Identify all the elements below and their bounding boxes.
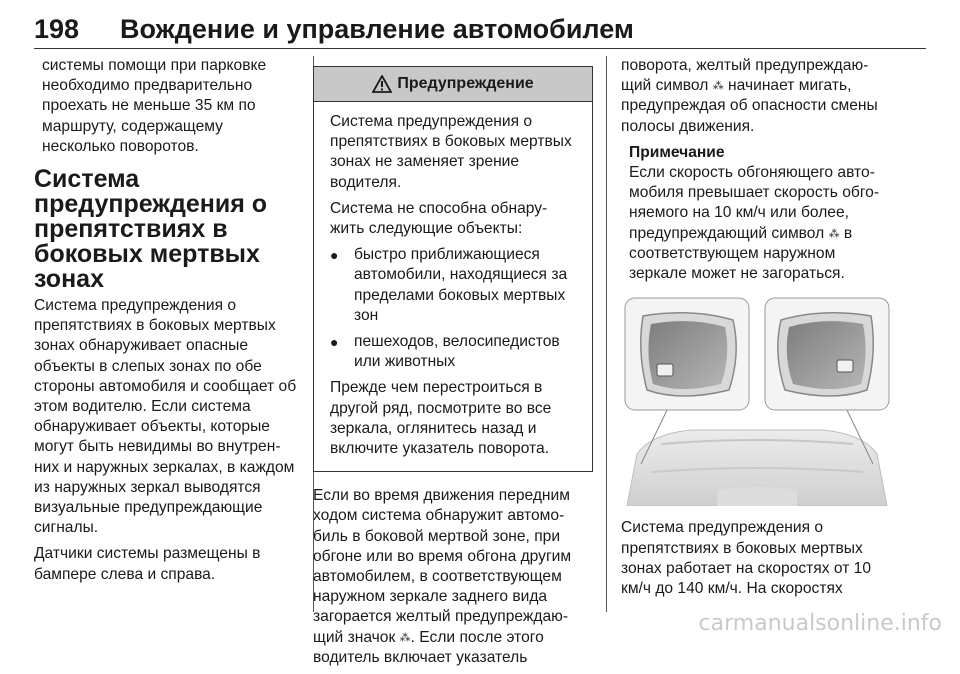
- note-text-part: в соответствующем наружном зеркале может не загораться.: [629, 224, 853, 283]
- body-text: начинает мигать, предупреждая об опасности смены полосы движения.: [621, 77, 878, 135]
- warning-title: Предупреждение: [397, 74, 534, 92]
- blind-spot-symbol-icon: ⁂: [399, 631, 411, 644]
- warning-header: [314, 67, 592, 102]
- body-paragraph: [621, 56, 893, 137]
- body-paragraph: [313, 486, 593, 668]
- blind-spot-symbol-icon: ⁂: [828, 227, 840, 240]
- page-number: 198: [34, 14, 80, 44]
- column-left: [34, 56, 300, 591]
- warning-bullet: [330, 332, 574, 372]
- warning-paragraph: Система предупреждения о препятствиях в боковых мертвых зонах не заменяет зрение водителя.: [330, 113, 572, 191]
- page-title: Вождение и управление автомобилем: [120, 14, 634, 44]
- mirror-indicator-left: [657, 364, 673, 376]
- bullet-text: быстро приближающиеся автомобили, находящиеся за пределами боковых мертвых зон: [354, 246, 568, 324]
- warning-paragraph: Система не способна обнаружить следующие объекты:: [330, 199, 548, 238]
- note-text: [629, 163, 893, 284]
- body-paragraph: Система предупреждения о препятствиях в боковых мертвых зонах обнаруживает опасные объекты в слепых зонах по обе стороны автомобиля и сообщает об этом водителю. Если система обнаруживает объекты, которые могут быть невидимы во внутренних и наружных зеркалах, в каждом из наружных зеркал выводятся визуальные предупреждающие сигналы.: [34, 297, 297, 537]
- note-title: Примечание: [629, 143, 725, 161]
- watermark: carmanualsonline.info: [698, 611, 942, 636]
- mirror-indicator-right: [837, 360, 853, 372]
- blind-spot-symbol-icon: ⁂: [712, 80, 724, 93]
- body-text: . Если после этого водитель включает указатель: [313, 628, 544, 666]
- section-heading: Система предупреждения о препятствиях в боковых мертвых зонах: [34, 165, 268, 294]
- column-right: [621, 56, 893, 605]
- page-header: [34, 8, 926, 49]
- body-paragraph: Датчики системы размещены в бампере слева и справа.: [34, 545, 261, 583]
- warning-body: [314, 102, 592, 471]
- column-divider-right: [606, 56, 607, 612]
- warning-paragraph: Прежде чем перестроиться в другой ряд, посмотрите во все зеркала, оглянитесь назад и включите указатель поворота.: [330, 379, 552, 458]
- column-middle: [313, 56, 593, 674]
- body-paragraph: Система предупреждения о препятствиях в боковых мертвых зонах работает на скоростях от 10 км/ч до 140 км/ч. На скоростях: [621, 519, 872, 598]
- mirrors-illustration: [621, 294, 893, 506]
- warning-box: [313, 66, 593, 472]
- body-text: Если во время движения передним ходом система обнаружит автомобиль в боковой мертвой зоне, при обгоне или во время обгона другим автомобилем, в соответствующем наружном зеркале заднего вида загорается желтый предупреждающий значок: [313, 487, 572, 646]
- bullet-dot-icon: ●: [330, 247, 339, 264]
- continuation-text: системы помощи при парковке необходимо предварительно проехать не меньше 35 км по маршруту, содержащему несколько поворотов.: [42, 57, 267, 155]
- bullet-dot-icon: ●: [330, 334, 339, 351]
- bullet-text: пешеходов, велосипедистов или животных: [354, 333, 560, 371]
- warning-triangle-icon: [372, 75, 392, 93]
- note-block: [621, 143, 893, 284]
- warning-bullet: [330, 245, 574, 326]
- body-text: поворота, желтый предупреждающий символ: [621, 57, 869, 95]
- note-text-part: Если скорость обгоняющего автомобиля превышает скорость обгоняемого на 10 км/ч или более, предупреждающий символ: [629, 164, 880, 242]
